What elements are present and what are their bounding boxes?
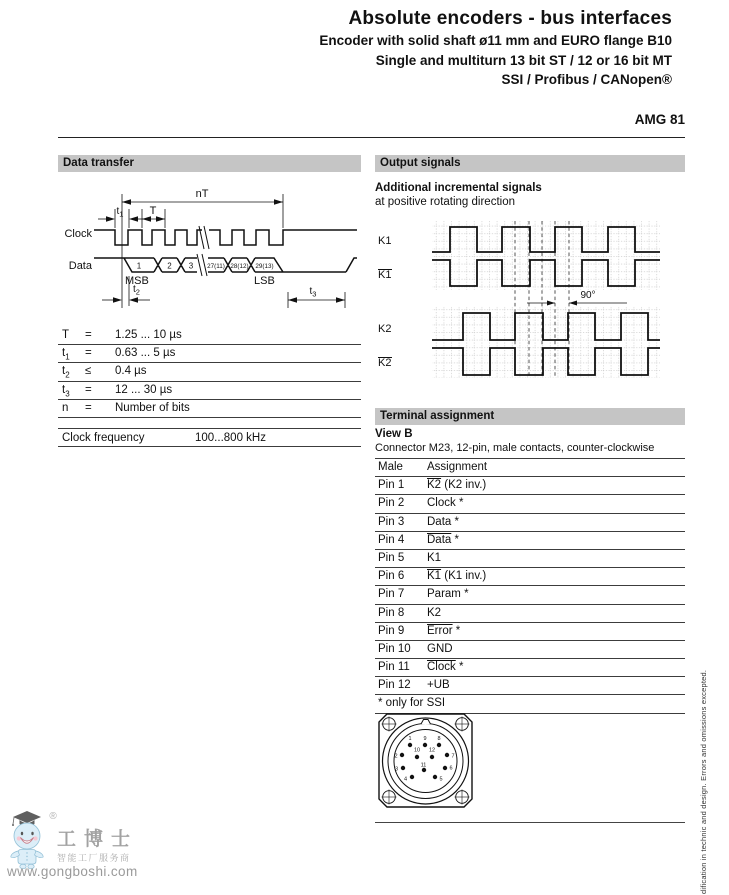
svg-text:1: 1 [136,261,142,271]
param-operator: = [85,401,92,414]
param-symbol-base: t [62,365,66,378]
data-waveform [94,258,357,272]
screw-hole [455,790,470,805]
param-symbol-sub: 2 [65,370,70,380]
page-subtitle-3: SSI / Profibus / CANopen® [501,72,672,87]
pin-signal-overlined: K2 [427,479,442,492]
pin-number: Pin 6 [378,570,405,583]
pin-table-row [375,641,685,659]
nT-label: nT [195,188,209,200]
pin-table-row [375,514,685,532]
param-symbol-sub: 1 [65,352,70,362]
param-value: 0.4 µs [115,365,147,378]
pin-signal-rest: Param * [427,588,469,601]
pin-signal-rest: GND [427,642,453,655]
clock-frequency-value: 100...800 kHz [195,432,266,444]
connector-flange [379,714,472,807]
incremental-signals-diagram [375,218,685,392]
pin-table-row [375,623,685,641]
pin-signal-overlined: Data [427,533,452,546]
clock-frequency-label: Clock frequency [62,432,145,444]
mascot-cheek [33,836,37,840]
mascot-eye [21,832,23,835]
svg-text:3: 3 [188,261,194,271]
svg-text:28(12): 28(12) [230,262,249,270]
param-operator: = [85,347,92,360]
pin-number: Pin 5 [378,551,405,564]
svg-text:27(11): 27(11) [207,262,225,270]
pin-table-row [375,495,685,513]
parameter-row [58,327,361,345]
svg-text:29(13): 29(13) [255,262,274,270]
param-value: Number of bits [115,401,190,414]
connector-pin-dots [400,743,449,779]
pin-table-header [375,459,685,477]
screw-hole [382,790,397,805]
ssi-footnote: * only for SSI [378,697,446,710]
screw-hole [455,717,470,732]
pin-signal-overlined: K1 [427,570,442,583]
pin-table-body [375,477,685,695]
pin-assignment-table [375,458,685,714]
grid-upper [432,221,660,290]
svg-text:2: 2 [394,753,398,760]
svg-text:1: 1 [408,736,412,742]
pin-number: Pin 7 [378,588,405,601]
pin-table-footnote-row [375,695,685,713]
t1-label: $t_1$ [116,206,124,219]
model-number: AMG 81 [634,112,685,127]
pin-signal-overlined: Error [427,624,453,637]
data-label: Data [68,260,92,272]
incremental-signals-subtitle: at positive rotating direction [375,196,515,208]
column-male: Male [378,461,403,473]
svg-text:12: 12 [428,747,436,754]
k1-label: K1 [378,235,392,247]
k1-inv-label: K1 [378,269,392,281]
svg-text:6: 6 [449,765,453,772]
parameter-row [58,382,361,400]
pin-number: Pin 2 [378,497,405,510]
pin-table-row [375,568,685,586]
param-symbol-base: n [62,401,69,414]
svg-text:9: 9 [423,736,427,742]
parameter-row [58,345,361,363]
screw-hole [382,717,397,732]
pin-number: Pin 4 [378,533,405,546]
k2-label: K2 [378,323,392,335]
param-operator: = [85,383,92,396]
brand-tagline: 智能工厂服务商 [57,853,131,863]
mascot-head [14,823,40,849]
msb-label: MSB [125,275,149,287]
pin-table-row [375,605,685,623]
pin-signal-rest: Clock * [427,497,464,510]
pin-signal-rest: +UB [427,679,450,692]
svg-text:7: 7 [451,753,455,760]
ssi-timing-diagram [58,180,361,325]
svg-text:10: 10 [413,747,421,754]
svg-text:5: 5 [439,776,443,783]
pin-number: Pin 9 [378,624,405,637]
page-title: Absolute encoders - bus interfaces [348,8,672,29]
k2-inv-label: K2 [378,357,392,369]
param-operator: = [85,329,92,341]
section-header-output-signals: Output signals [375,155,685,172]
column-assignment: Assignment [427,461,488,473]
connector-face-drawing [377,712,477,810]
phase-90deg-label: 90° [580,290,596,301]
brand-url: www.gongboshi.com [7,864,138,879]
pin-table-row [375,677,685,695]
pin-signal-rest: (K2 inv.) [441,479,487,492]
incremental-signals-title: Additional incremental signals [375,182,542,194]
pin-table-row [375,659,685,677]
pin-number: Pin 10 [378,642,411,655]
t3-label: $t_3$ [309,286,317,299]
pin-number: Pin 12 [378,679,411,692]
connector-description: Connector M23, 12-pin, male contacts, counter-clockwise [375,442,655,454]
param-value: 12 ... 30 µs [115,383,173,396]
param-symbol-sub: 3 [65,388,70,398]
parameter-row [58,363,361,381]
view-b-label: View B [375,428,413,440]
section-header-terminal-assignment: Terminal assignment [375,408,685,425]
legal-side-note: dification in technic and design. Errors and omissions excepted. [699,669,708,894]
parameter-row [58,400,361,418]
pin-table-row [375,550,685,568]
pin-number: Pin 1 [378,479,405,492]
clock-label: Clock [64,228,92,240]
pin-signal-rest: * [452,624,461,637]
pin-signal-rest: * [455,661,464,674]
svg-text:2: 2 [167,261,172,271]
pin-number: Pin 8 [378,606,405,619]
pin-signal-overlined: Clock [427,661,456,674]
svg-text:8: 8 [437,736,441,742]
svg-text:3: 3 [394,766,398,773]
mascot-cheek [17,836,21,840]
timing-parameters-table [58,327,361,418]
pin-number: Pin 11 [378,661,410,674]
header-rule [58,137,685,138]
registered-mark: ® [49,811,57,822]
data-break-marks [197,254,207,276]
svg-text:4: 4 [403,776,407,783]
pin-signal-rest: (K1 inv.) [441,570,487,583]
pin-signal-rest: K1 [427,551,442,564]
pin-signal-rest: Data * [427,515,459,528]
pin-table-row [375,532,685,550]
param-value: 1.25 ... 10 µs [115,329,182,341]
page-subtitle-2: Single and multiturn 13 bit ST / 12 or 16 bit MT [375,52,672,68]
param-operator: ≤ [85,365,92,378]
connector-key-notch [421,720,431,725]
mascot-eye [31,832,33,835]
brand-name: 工博士 [57,829,139,850]
clock-frequency-row [58,428,361,447]
pin-table-row [375,477,685,495]
param-value: 0.63 ... 5 µs [115,347,176,360]
right-column-bottom-rule [375,822,685,823]
pin-table-row [375,586,685,604]
gongboshi-mascot-logo [10,808,60,872]
connector-ring-mid [388,724,463,799]
t2-label: $t_2$ [133,284,140,297]
param-symbol-base: T [62,329,70,341]
section-header-data-transfer: Data transfer [58,155,361,172]
pin-signal-rest: * [451,533,459,546]
pin-signal-rest: K2 [427,606,442,619]
pin-number: Pin 3 [378,515,405,528]
connector-ring-outer [383,718,469,804]
page-subtitle-1: Encoder with solid shaft ø11 mm and EURO flange B10 [319,33,672,48]
param-symbol-base: t [62,383,66,396]
lsb-label: LSB [254,275,275,287]
clock-waveform [94,230,357,245]
param-symbol-base: t [62,347,66,360]
grid-lower [432,306,660,378]
T-label: T [149,205,157,217]
svg-text:11: 11 [420,762,427,769]
